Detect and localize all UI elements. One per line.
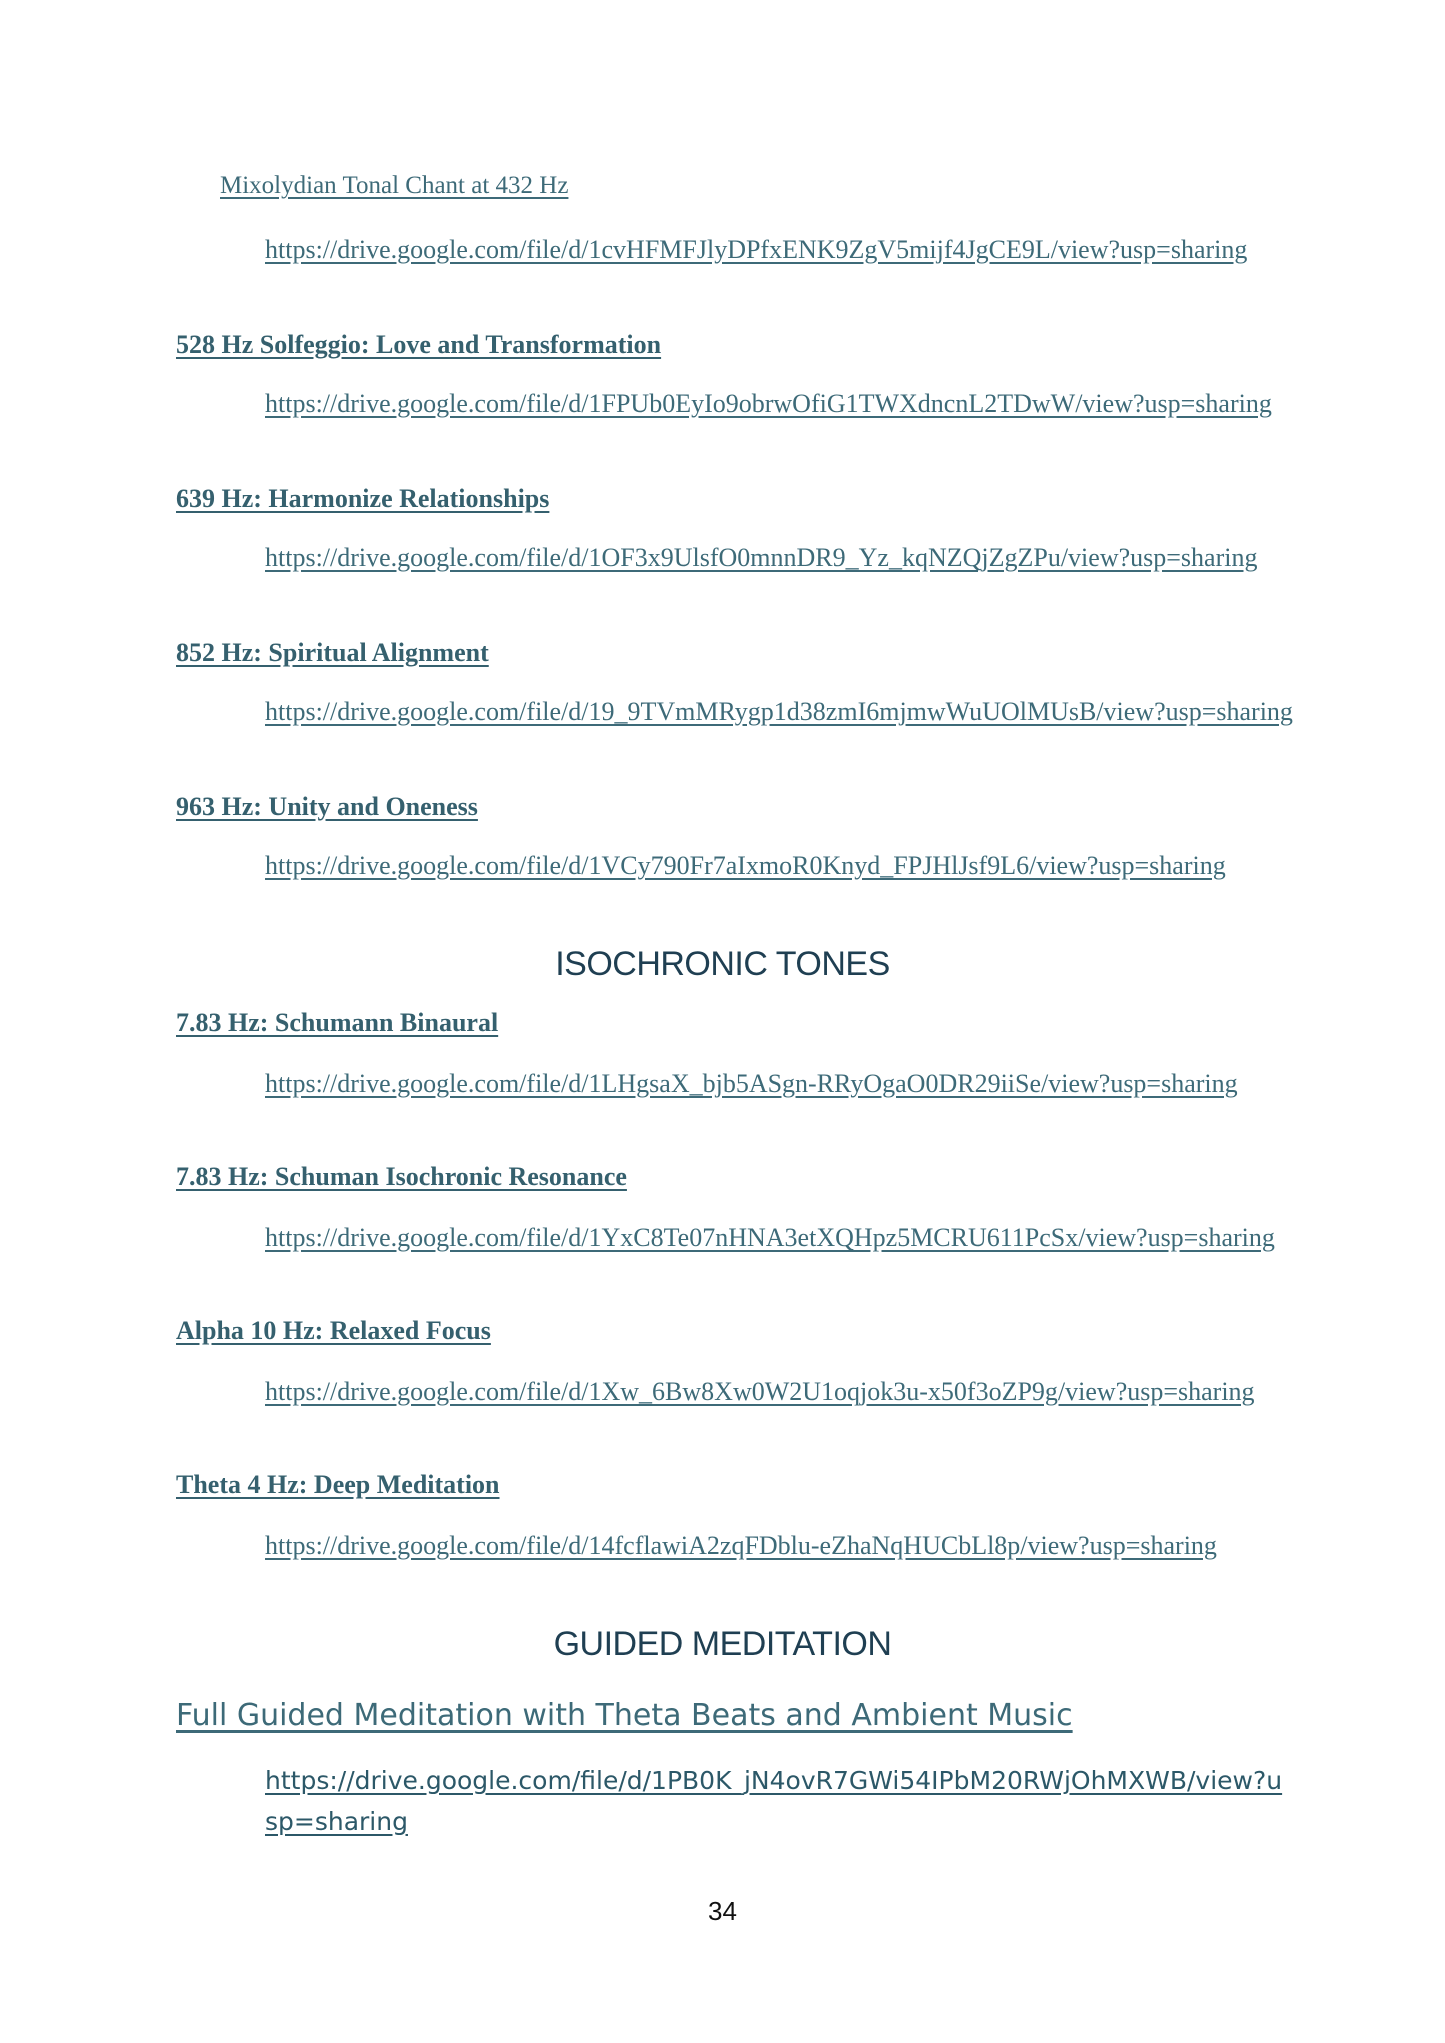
drive-url-link[interactable]: https://drive.google.com/file/d/1Xw_6Bw8Xw0W2U1oqjok3u-x50f3oZP9g/view?usp=sharing [265, 1377, 1255, 1406]
track-title-link[interactable]: 963 Hz: Unity and Oneness [176, 792, 478, 821]
drive-url-link[interactable]: https://drive.google.com/file/d/14fcflawiA2zqFDblu-eZhaNqHUCbLl8p/view?usp=sharing [265, 1531, 1217, 1560]
track-title-link[interactable]: 639 Hz: Harmonize Relationships [176, 484, 550, 513]
drive-url-link[interactable]: https://drive.google.com/file/d/19_9TVmMRygp1d38zmI6mjmwWuUOlMUsB/view?usp=sharing [265, 697, 1293, 726]
track-title-link[interactable]: 852 Hz: Spiritual Alignment [176, 638, 489, 667]
page-number: 34 [708, 1896, 737, 1926]
drive-url-link[interactable]: https://drive.google.com/file/d/1LHgsaX_bjb5ASgn-RRyOgaO0DR29iiSe/view?usp=sharing [265, 1069, 1238, 1098]
track-title-link[interactable]: 7.83 Hz: Schumann Binaural [176, 1008, 499, 1037]
track-title-link[interactable]: Mixolydian Tonal Chant at 432 Hz [220, 172, 569, 199]
drive-url-link[interactable]: https://drive.google.com/file/d/1PB0K_jN4ovR7GWi54IPbM20RWjOhMXWB/view?usp=sharing [265, 1766, 1283, 1836]
track-title-link[interactable]: 528 Hz Solfeggio: Love and Transformation [176, 330, 662, 359]
drive-url-link[interactable]: https://drive.google.com/file/d/1OF3x9UlsfO0mnnDR9_Yz_kqNZQjZgZPu/view?usp=sharing [265, 543, 1258, 572]
track-title-link[interactable]: Alpha 10 Hz: Relaxed Focus [176, 1316, 491, 1345]
drive-url-link[interactable]: https://drive.google.com/file/d/1FPUb0EyIo9obrwOfiG1TWXdncnL2TDwW/view?usp=sharing [265, 389, 1272, 418]
section-heading-guided: GUIDED MEDITATION [553, 1625, 892, 1663]
track-title-link[interactable]: Theta 4 Hz: Deep Meditation [176, 1470, 500, 1499]
track-title-link[interactable]: 7.83 Hz: Schuman Isochronic Resonance [176, 1162, 627, 1191]
drive-url-link[interactable]: https://drive.google.com/file/d/1VCy790Fr7aIxmoR0Knyd_FPJHlJsf9L6/view?usp=sharing [265, 851, 1226, 880]
drive-url-link[interactable]: https://drive.google.com/file/d/1cvHFMFJlyDPfxENK9ZgV5mijf4JgCE9L/view?usp=sharing [265, 235, 1248, 264]
section-heading-isochronic: ISOCHRONIC TONES [555, 945, 890, 983]
drive-url-link[interactable]: https://drive.google.com/file/d/1YxC8Te07nHNA3etXQHpz5MCRU611PcSx/view?usp=sharing [265, 1223, 1275, 1252]
track-title-link[interactable]: Full Guided Meditation with Theta Beats and Ambient Music [176, 1698, 1073, 1733]
